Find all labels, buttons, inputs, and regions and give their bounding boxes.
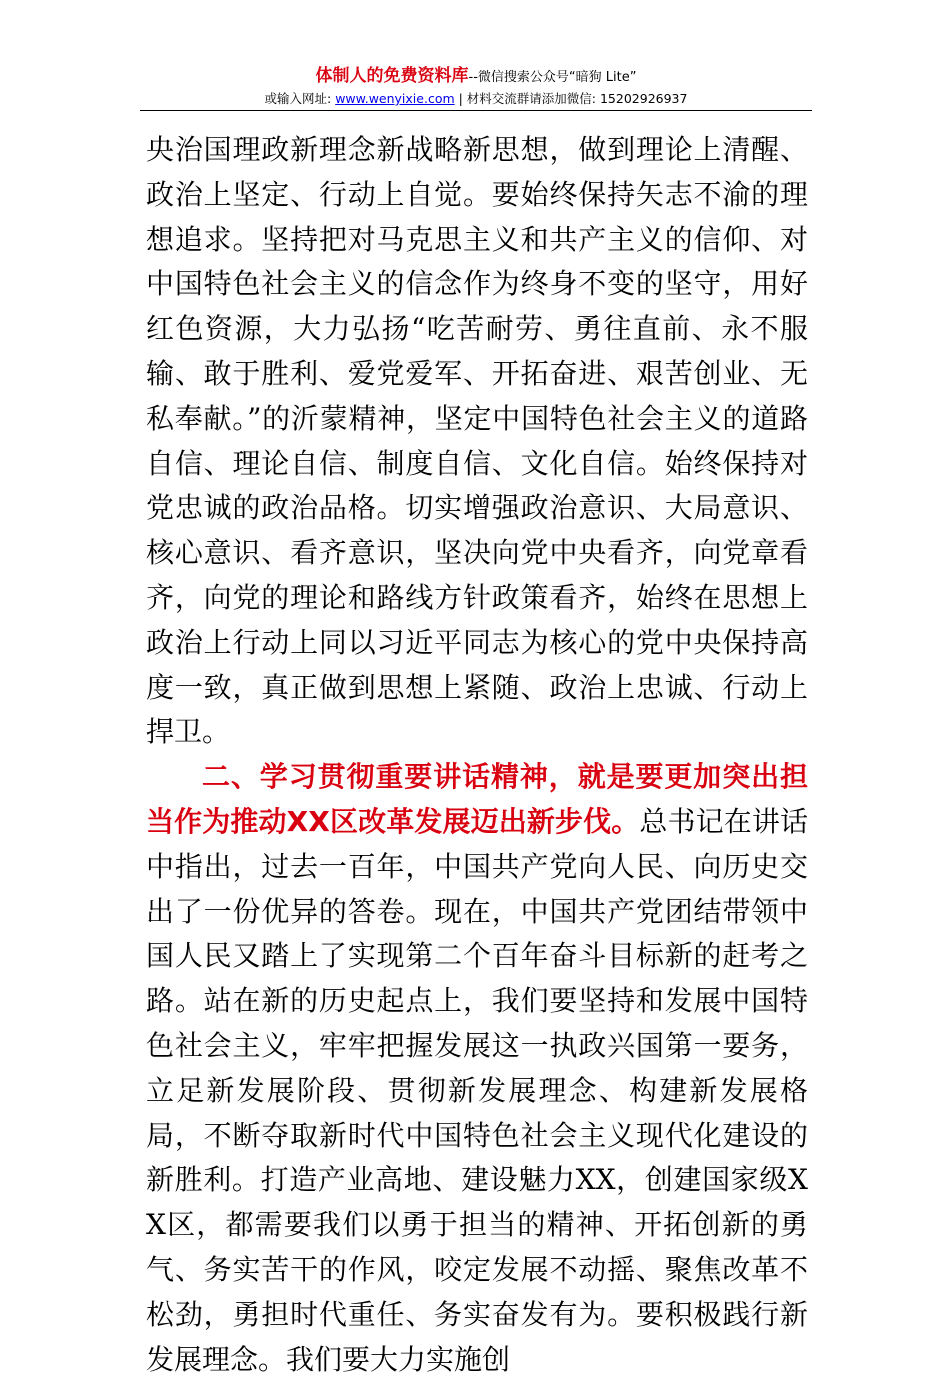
header-divider [140,110,812,111]
paragraph-2-text: 总书记在讲话中指出，过去一百年，中国共产党向人民、向历史交出了一份优异的答卷。现在，中国共产党团结带领中国人民又踏上了实现第二个百年奋斗目标新的赶考之路。站在新的历史起点上，我们要坚持和发展中国特色社会主义，牢牢把握发展这一执政兴国第一要务，立足新发展阶段、贯彻新发展理念、构建新发展格局，不断夺取新时代中国特色社会主义现代化建设的新胜利。打造产业高地、建设魅力XX，创建国家级XX区，都需要我们以勇于担当的精神、开拓创新的勇气、务实苦干的作风，咬定发展不动摇、聚焦改革不松劲，勇担时代重任、务实奋发有为。要积极践行新发展理念。我们要大力实施创 [146,804,808,1376]
header-contact-line [140,89,812,109]
paragraph-2 [146,755,808,1382]
url-prefix: 或输入网址: [264,91,336,106]
header-brand-line [140,66,812,88]
page-header [140,66,812,109]
wechat-note: --微信搜索公众号“暗狗 Lite” [468,70,637,85]
brand-title: 体制人的免费资料库 [315,66,469,86]
contact-info: | 材料交流群请添加微信: 15202926937 [454,91,688,106]
section-heading: 二、学习贯彻重要讲话精神，就是要更加突出担当作为推动XX区改革发展迈出新步伐。 [146,760,808,838]
paragraph-1: 央治国理政新理念新战略新思想，做到理论上清醒、政治上坚定、行动上自觉。要始终保持矢志不渝的理想追求。坚持把对马克思主义和共产主义的信仰、对中国特色社会主义的信念作为终身不变的坚守，用好红色资源，大力弘扬“吃苦耐劳、勇往直前、永不服输、敢于胜利、爱党爱军、开拓奋进、艰苦创业、无私奉献。”的沂蒙精神，坚定中国特色社会主义的道路自信、理论自信、制度自信、文化自信。始终保持对党忠诚的政治品格。切实增强政治意识、大局意识、核心意识、看齐意识，坚决向党中央看齐，向党章看齐，向党的理论和路线方针政策看齐，始终在思想上政治上行动上同以习近平同志为核心的党中央保持高度一致，真正做到思想上紧随、政治上忠诚、行动上捍卫。 [146,133,808,749]
document-body [146,128,808,1382]
website-link[interactable]: www.wenyixie.com [335,91,455,106]
